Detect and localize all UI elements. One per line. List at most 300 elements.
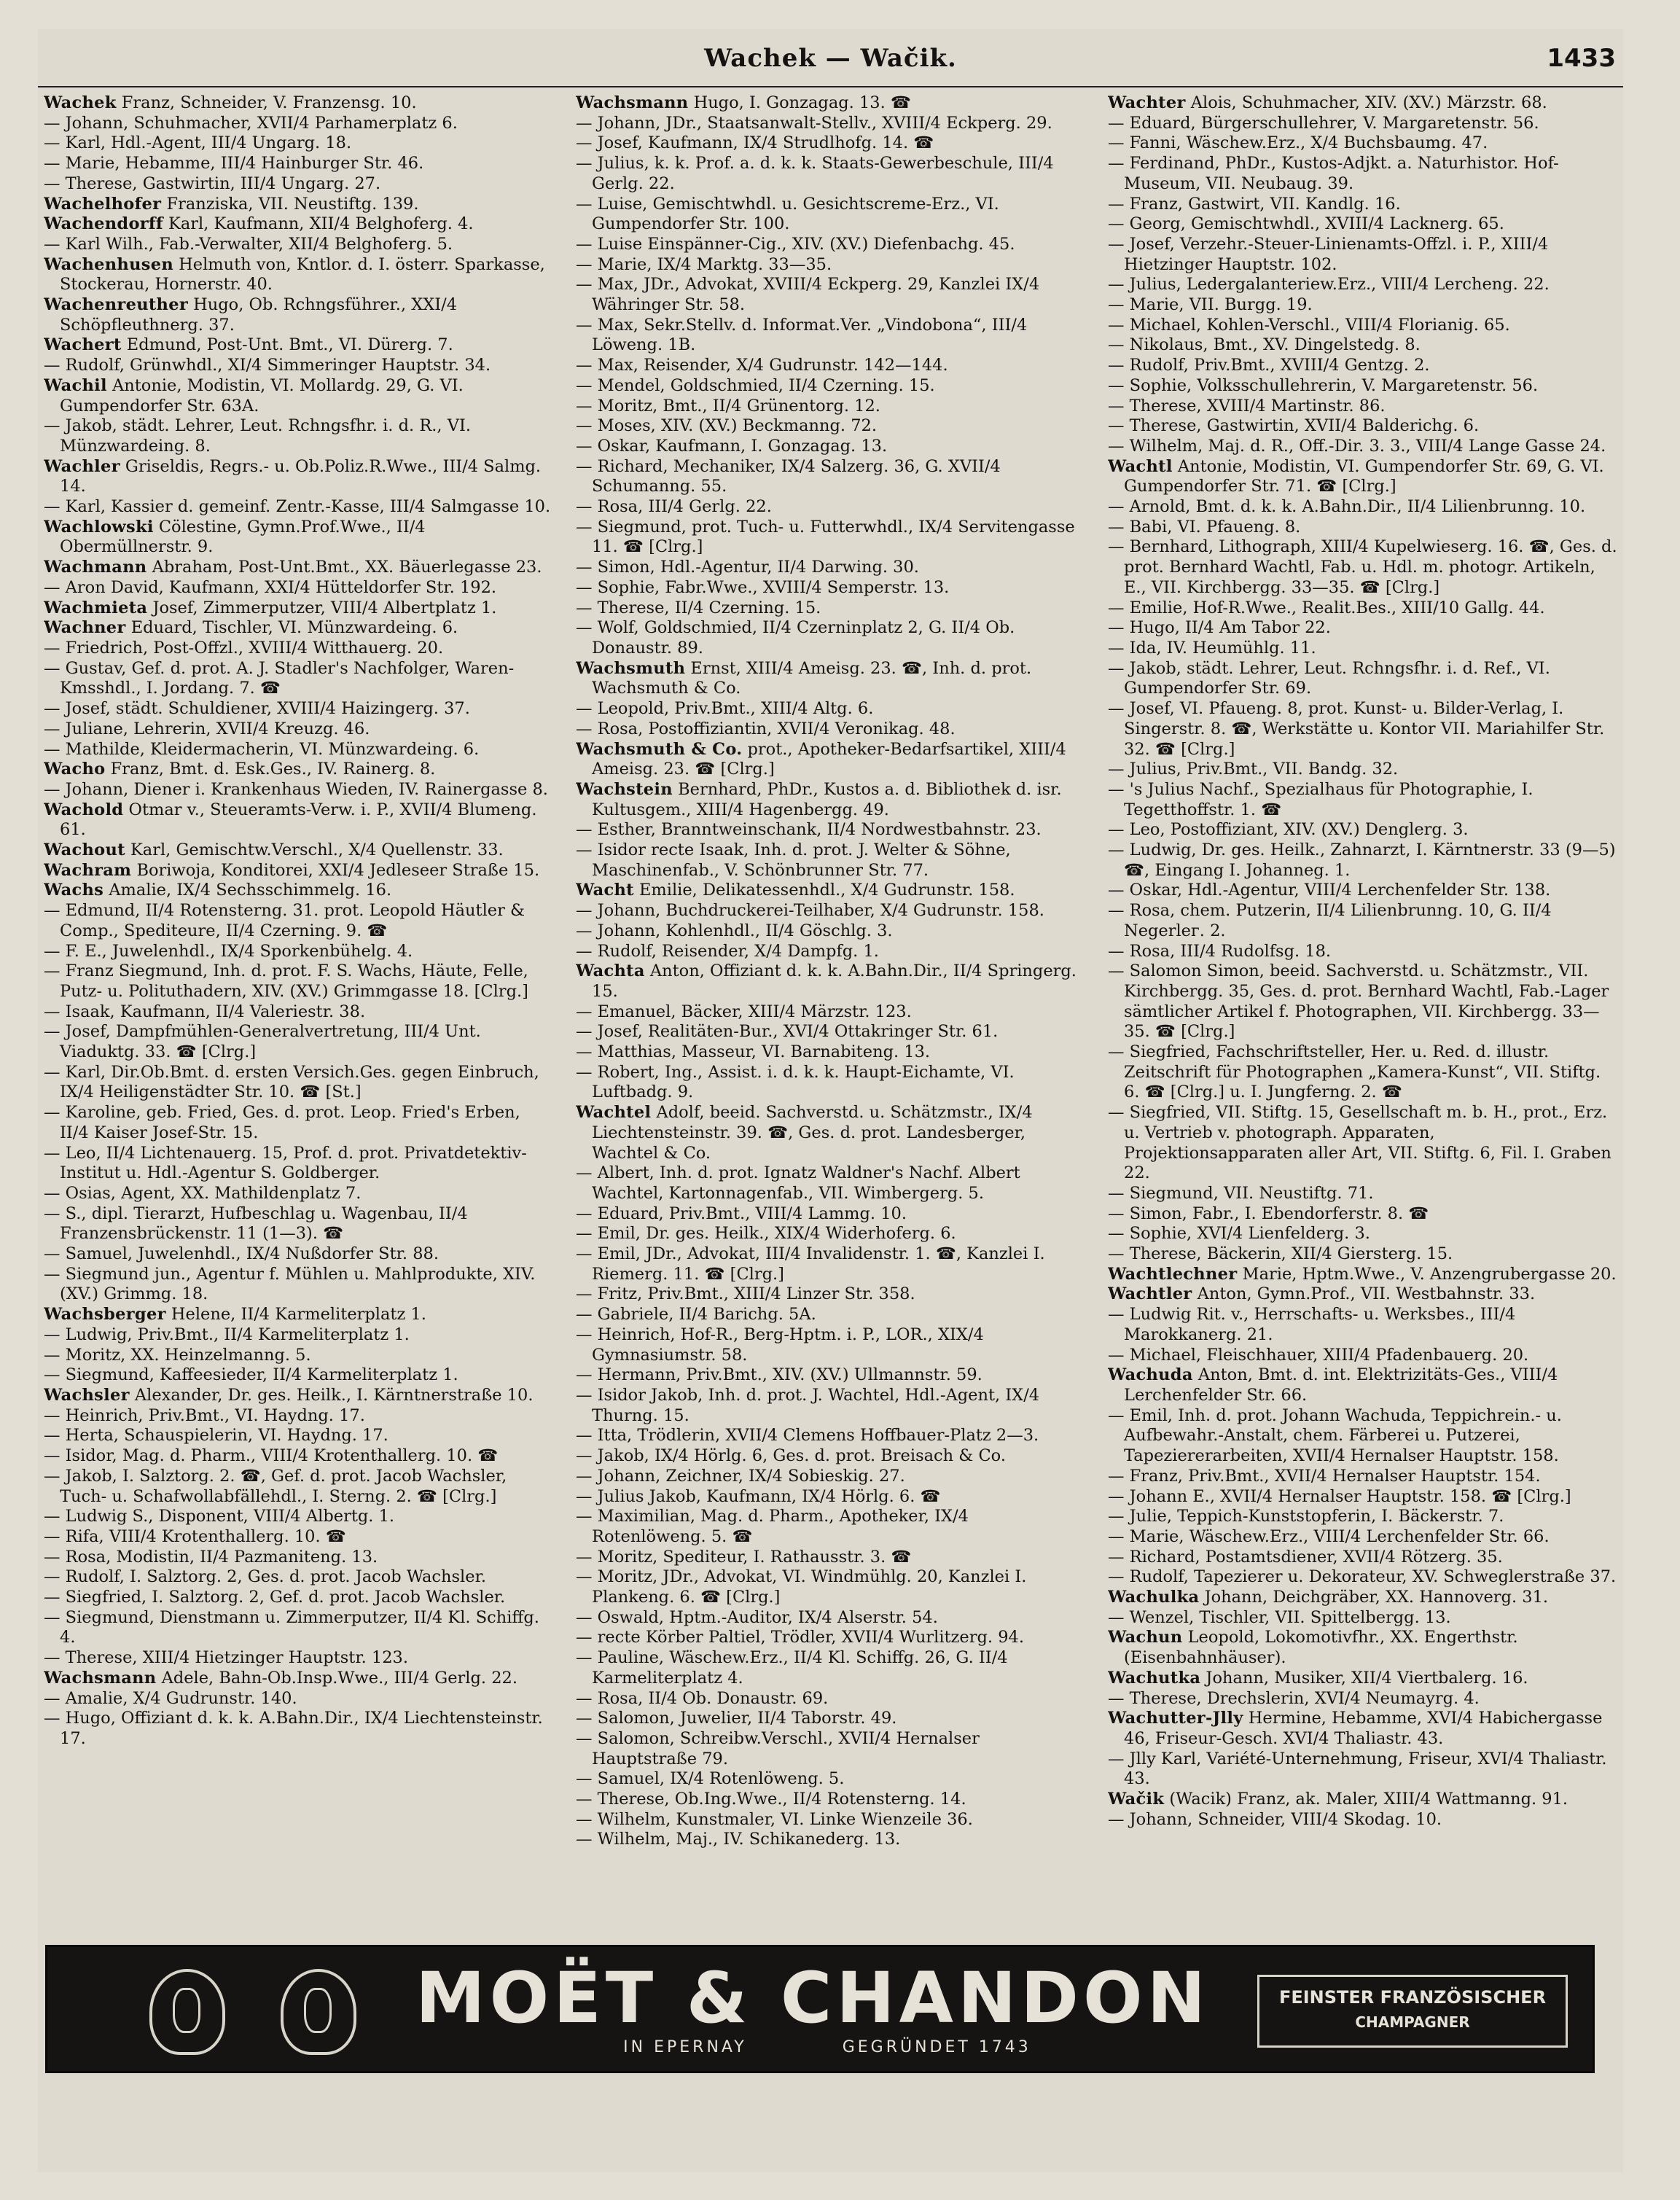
entry-surname: Wachsmuth & Co. bbox=[576, 739, 743, 759]
directory-entry bbox=[44, 1144, 554, 1184]
directory-entry bbox=[576, 598, 1086, 619]
entry-text: — Maximilian, Mag. d. Pharm., Apotheker, IX/4 Rotenlöweng. 5. ☎ bbox=[576, 1507, 969, 1546]
entry-text: Boriwoja, Konditorei, XXI/4 Jedleseer Straße 15. bbox=[131, 860, 540, 880]
directory-entry bbox=[576, 881, 1086, 901]
ad-tagline-2: CHAMPAGNER bbox=[1355, 2013, 1470, 2031]
directory-entry bbox=[1108, 881, 1618, 901]
entry-text: — Wolf, Goldschmied, II/4 Czerninplatz 2, G. II/4 Ob. Donaustr. 89. bbox=[576, 618, 1015, 658]
entry-text: Adolf, beeid. Sachverstd. u. Schätzmstr., IX/4 Liechtensteinstr. 39. ☎, Ges. d. prot. Landesberger, Wachtel & Co. bbox=[592, 1103, 1033, 1163]
entry-text: — Rosa, Modistin, II/4 Pazmaniteng. 13. bbox=[44, 1547, 378, 1567]
entry-text: — Julius Jakob, Kaufmann, IX/4 Hörlg. 6. ☎ bbox=[576, 1486, 941, 1506]
directory-entry bbox=[576, 356, 1086, 376]
entry-text: — Sophie, Volksschullehrerin, V. Margaretenstr. 56. bbox=[1108, 375, 1539, 395]
directory-entry bbox=[44, 719, 554, 740]
entry-text: — Ludwig S., Disponent, VIII/4 Albertg. 1. bbox=[44, 1507, 395, 1526]
ad-tagline-box bbox=[1257, 1975, 1568, 2048]
entry-text: Emilie, Delikatessenhdl., X/4 Gudrunstr. 158. bbox=[633, 881, 1015, 900]
entry-text: — Salomon, Juwelier, II/4 Taborstr. 49. bbox=[576, 1709, 897, 1728]
column-middle bbox=[576, 93, 1086, 1916]
directory-entry bbox=[44, 335, 554, 356]
directory-entry bbox=[44, 840, 554, 861]
directory-entry bbox=[44, 1265, 554, 1305]
directory-entry bbox=[44, 699, 554, 719]
entry-text: — Rudolf, Priv.Bmt., XVIII/4 Gentzg. 2. bbox=[1108, 356, 1430, 375]
entry-text: — Heinrich, Priv.Bmt., VI. Haydng. 17. bbox=[44, 1405, 365, 1425]
entry-text: — Ferdinand, PhDr., Kustos-Adjkt. a. Naturhistor. Hof-Museum, VII. Neubaug. 39. bbox=[1108, 154, 1559, 193]
directory-entry bbox=[44, 598, 554, 619]
entry-surname: Wachtl bbox=[1108, 456, 1173, 476]
header-rule bbox=[38, 86, 1623, 87]
directory-entry bbox=[1108, 1689, 1618, 1709]
directory-entry bbox=[44, 780, 554, 800]
entry-text: — Luise, Gemischtwhdl. u. Gesichtscreme-Erz., VI. Gumpendorfer Str. 100. bbox=[576, 194, 999, 234]
directory-entry bbox=[576, 618, 1086, 658]
directory-entry bbox=[44, 1103, 554, 1143]
entry-surname: Wachenhusen bbox=[44, 254, 173, 274]
directory-entry bbox=[576, 558, 1086, 578]
entry-text: — Simon, Fabr., I. Ebendorferstr. 8. ☎ bbox=[1108, 1204, 1429, 1223]
directory-entry bbox=[1108, 1184, 1618, 1204]
directory-entry bbox=[576, 518, 1086, 558]
entry-text: — Marie, Wäschew.Erz., VIII/4 Lerchenfelder Str. 66. bbox=[1108, 1526, 1550, 1546]
directory-entry bbox=[1108, 820, 1618, 840]
directory-entry bbox=[1108, 437, 1618, 457]
entry-text: — S., dipl. Tierarzt, Hufbeschlag u. Wagenbau, II/4 Franzensbrückenstr. 11 (1—3). ☎ bbox=[44, 1204, 468, 1244]
entry-text: — Bernhard, Lithograph, XIII/4 Kupelwieserg. 16. ☎, Ges. d. prot. Bernhard Wachtl, Fab. u. Hdl. m. photogr. Artikeln, E., VII. Kirchbergg. 33—35. ☎ [Clrg.] bbox=[1108, 537, 1617, 597]
directory-entry bbox=[1108, 1507, 1618, 1527]
entry-text: — Rosa, III/4 Gerlg. 22. bbox=[576, 497, 772, 517]
entry-text: — Oskar, Kaufmann, I. Gonzagag. 13. bbox=[576, 436, 888, 456]
directory-entry bbox=[44, 1346, 554, 1366]
eagle-crest-icon bbox=[281, 1969, 356, 2055]
entry-text: — Hermann, Priv.Bmt., XIV. (XV.) Ullmannstr. 59. bbox=[576, 1365, 982, 1385]
entry-text: Bernhard, PhDr., Kustos a. d. Bibliothek d. isr. Kultusgem., XIII/4 Hagenbergg. 49. bbox=[592, 779, 1062, 819]
entry-text: — Josef, Verzehr.-Steuer-Linienamts-Offzl. i. P., XIII/4 Hietzinger Hauptstr. 102. bbox=[1108, 234, 1549, 274]
entry-text: — Rudolf, I. Salztorg. 2, Ges. d. prot. Jacob Wachsler. bbox=[44, 1567, 487, 1587]
directory-entry bbox=[1108, 335, 1618, 356]
entry-text: — Isidor Jakob, Inh. d. prot. J. Wachtel, Hdl.-Agent, IX/4 Thurng. 15. bbox=[576, 1386, 1040, 1425]
entry-text: — Emanuel, Bäcker, XIII/4 Märzstr. 123. bbox=[576, 1002, 912, 1021]
entry-text: — Aron David, Kaufmann, XXI/4 Hütteldorfer Str. 192. bbox=[44, 577, 497, 597]
directory-entry bbox=[576, 780, 1086, 820]
entry-text: — Juliane, Lehrerin, XVII/4 Kreuzg. 46. bbox=[44, 719, 370, 738]
directory-entry bbox=[1108, 114, 1618, 134]
entry-text: Karl, Kaufmann, XII/4 Belghoferg. 4. bbox=[163, 214, 474, 234]
entry-text: — Babi, VI. Pfaueng. 8. bbox=[1108, 517, 1301, 537]
entry-text: — Sophie, XVI/4 Lienfelderg. 3. bbox=[1108, 1224, 1370, 1244]
directory-entry bbox=[44, 1022, 554, 1062]
directory-entry bbox=[1108, 133, 1618, 154]
directory-entry bbox=[44, 558, 554, 578]
directory-entry bbox=[576, 235, 1086, 255]
entry-text: Otmar v., Steueramts-Verw. i. P., XVII/4 Blumeng. 61. bbox=[60, 800, 537, 840]
entry-text: — recte Körber Paltiel, Trödler, XVII/4 Wurlitzerg. 94. bbox=[576, 1628, 1024, 1647]
directory-entry bbox=[576, 1386, 1086, 1426]
directory-entry bbox=[44, 1507, 554, 1527]
directory-entry bbox=[44, 1063, 554, 1103]
entry-text: Franz, Schneider, V. Franzensg. 10. bbox=[116, 93, 417, 112]
directory-entry bbox=[576, 961, 1086, 1002]
entry-text: — Emil, Dr. ges. Heilk., XIX/4 Widerhoferg. 6. bbox=[576, 1224, 956, 1244]
directory-entry bbox=[1108, 1042, 1618, 1103]
entry-text: — Rudolf, Tapezierer u. Dekorateur, XV. Schweglerstraße 37. bbox=[1108, 1567, 1617, 1587]
directory-entry bbox=[576, 1769, 1086, 1790]
entry-text: Amalie, IX/4 Sechsschimmelg. 16. bbox=[103, 881, 392, 900]
directory-entry bbox=[576, 376, 1086, 397]
entry-text: — Gustav, Gef. d. prot. A. J. Stadler's Nachfolger, Waren-Kmsshdl., I. Jordang. 7. ☎ bbox=[44, 658, 515, 698]
entry-text: — Wilhelm, Maj., IV. Schikanederg. 13. bbox=[576, 1830, 901, 1849]
entry-text: — Siegmund, Kaffeesieder, II/4 Karmeliterplatz 1. bbox=[44, 1365, 458, 1385]
directory-entry bbox=[44, 174, 554, 195]
entry-text: — Albert, Inh. d. prot. Ignatz Waldner's Nachf. Albert Wachtel, Kartonnagenfab., VII. Wimbergerg. 5. bbox=[576, 1163, 1020, 1203]
column-right bbox=[1108, 93, 1618, 1916]
entry-surname: Wachsmuth bbox=[576, 658, 686, 678]
entry-text: Antonie, Modistin, VI. Gumpendorfer Str. 69, G. VI. Gumpendorfer Str. 71. ☎ [Clrg.] bbox=[1124, 456, 1604, 496]
entry-surname: Wachram bbox=[44, 860, 132, 880]
directory-entry bbox=[44, 1669, 554, 1689]
directory-entry bbox=[44, 1567, 554, 1588]
entry-surname: Wachsmann bbox=[44, 1668, 157, 1688]
entry-text: — F. E., Juwelenhdl., IX/4 Sporkenbühelg. 4. bbox=[44, 941, 413, 961]
directory-entry bbox=[576, 1426, 1086, 1446]
directory-entry bbox=[1108, 598, 1618, 619]
directory-entry bbox=[44, 416, 554, 456]
directory-entry bbox=[576, 93, 1086, 114]
directory-page bbox=[38, 29, 1623, 2172]
directory-entry bbox=[1108, 1204, 1618, 1225]
directory-entry bbox=[44, 1689, 554, 1709]
directory-entry bbox=[44, 1608, 554, 1648]
entry-surname: Wachold bbox=[44, 800, 124, 819]
ad-founded: GEGRÜNDET 1743 bbox=[842, 2038, 1031, 2056]
directory-entry bbox=[1108, 1305, 1618, 1345]
entry-text: — Hugo, Offiziant d. k. k. A.Bahn.Dir., IX/4 Liechtensteinstr. 17. bbox=[44, 1709, 543, 1748]
entry-text: — Johann, Schuhmacher, XVII/4 Parhamerplatz 6. bbox=[44, 113, 458, 133]
crest-icon bbox=[149, 1969, 225, 2055]
entry-text: — Josef, Kaufmann, IX/4 Strudlhofg. 14. ☎ bbox=[576, 133, 934, 153]
directory-entry bbox=[1108, 901, 1618, 941]
entry-text: — Wenzel, Tischler, VII. Spittelbergg. 13. bbox=[1108, 1607, 1451, 1627]
directory-entry bbox=[1108, 537, 1618, 598]
moet-chandon-advertisement bbox=[45, 1945, 1595, 2073]
entry-text: — Siegfried, I. Salztorg. 2, Gef. d. prot. Jacob Wachsler. bbox=[44, 1588, 506, 1607]
directory-entry bbox=[1108, 376, 1618, 397]
directory-entry bbox=[576, 255, 1086, 276]
directory-entry bbox=[1108, 1487, 1618, 1507]
entry-text: — Max, Reisender, X/4 Gudrunstr. 142—144. bbox=[576, 356, 948, 375]
entry-text: Anton, Offiziant d. k. k. A.Bahn.Dir., II/4 Springerg. 15. bbox=[592, 961, 1077, 1001]
page-header bbox=[38, 44, 1623, 80]
directory-entry bbox=[44, 800, 554, 840]
entry-text: — Josef, Dampfmühlen-Generalvertretung, III/4 Unt. Viaduktg. 33. ☎ [Clrg.] bbox=[44, 1022, 481, 1062]
directory-entry bbox=[576, 1446, 1086, 1467]
entry-text: — Salomon Simon, beeid. Sachverstd. u. Schätzmstr., VII. Kirchbergg. 35, Ges. d. prot. Bernhard Wachtl, Fab.-Lager sämtlicher Artikel f. Photographen, VII. Kirchbergg. 33—35. ☎ [Clrg.] bbox=[1108, 961, 1609, 1042]
entry-text: — Hugo, II/4 Am Tabor 22. bbox=[1108, 618, 1331, 638]
entry-text: — Josef, städt. Schuldiener, XVIII/4 Haizingerg. 37. bbox=[44, 699, 470, 719]
directory-entry bbox=[1108, 942, 1618, 962]
directory-entry bbox=[576, 1548, 1086, 1568]
entry-text: — Eduard, Bürgerschullehrer, V. Margaretenstr. 56. bbox=[1108, 113, 1539, 133]
directory-entry bbox=[44, 1527, 554, 1548]
column-left bbox=[44, 93, 554, 1916]
directory-entry bbox=[1108, 639, 1618, 659]
entry-surname: Wacht bbox=[576, 881, 634, 900]
entry-text: — Johann, JDr., Staatsanwalt-Stellv., XVIII/4 Eckperg. 29. bbox=[576, 113, 1052, 133]
directory-entry bbox=[576, 1628, 1086, 1648]
entry-text: Helene, II/4 Karmeliterplatz 1. bbox=[165, 1305, 426, 1325]
entry-text: Franziska, VII. Neustiftg. 139. bbox=[161, 194, 419, 214]
directory-entry bbox=[1108, 235, 1618, 275]
entry-text: Griseldis, Regrs.- u. Ob.Poliz.R.Wwe., III/4 Salmg. 14. bbox=[60, 456, 542, 496]
entry-surname: Wachek bbox=[44, 93, 117, 112]
entry-text: — Franz, Gastwirt, VII. Kandlg. 16. bbox=[1108, 194, 1401, 214]
entry-text: Anton, Bmt. d. int. Elektrizitäts-Ges., VIII/4 Lerchenfelder Str. 66. bbox=[1124, 1365, 1558, 1405]
directory-entry bbox=[44, 1406, 554, 1427]
directory-entry bbox=[1108, 1588, 1618, 1608]
directory-entry bbox=[1108, 961, 1618, 1042]
entry-text: Ernst, XIII/4 Ameisg. 23. ☎, Inh. d. prot. Wachsmuth & Co. bbox=[592, 658, 1032, 698]
entry-text: — Siegfried, VII. Stiftg. 15, Gesellschaft m. b. H., prot., Erz. u. Vertrieb v. photograph. Apparaten, Projektionsapparaten aller Art, VII. Stiftg. 6, Fil. I. Graben 22. bbox=[1108, 1103, 1611, 1183]
entry-surname: Wačik bbox=[1108, 1790, 1165, 1809]
entry-text: — Isaak, Kaufmann, II/4 Valeriestr. 38. bbox=[44, 1002, 366, 1021]
entry-text: — Ida, IV. Heumühlg. 11. bbox=[1108, 638, 1316, 658]
entry-surname: Wachstein bbox=[576, 779, 673, 799]
directory-entry bbox=[1108, 1709, 1618, 1749]
entry-text: — Arnold, Bmt. d. k. k. A.Bahn.Dir., II/4 Lilienbrunng. 10. bbox=[1108, 497, 1586, 517]
entry-text: — Julius, k. k. Prof. a. d. k. k. Staats-Gewerbeschule, III/4 Gerlg. 22. bbox=[576, 154, 1054, 193]
directory-entry bbox=[576, 1709, 1086, 1729]
directory-entry bbox=[1108, 1548, 1618, 1568]
directory-entry bbox=[44, 295, 554, 335]
entry-text: — Rosa, chem. Putzerin, II/4 Lilienbrunng. 10, G. II/4 Negerlег. 2. bbox=[1108, 901, 1552, 940]
directory-entry bbox=[576, 1305, 1086, 1325]
directory-entry bbox=[1108, 295, 1618, 316]
entry-text: — Ludwig, Priv.Bmt., II/4 Karmeliterplatz 1. bbox=[44, 1325, 410, 1344]
directory-entry bbox=[576, 740, 1086, 780]
directory-entry bbox=[576, 1063, 1086, 1103]
entry-text: — Jlly Karl, Variété-Unternehmung, Friseur, XVI/4 Thaliastr. 43. bbox=[1108, 1749, 1607, 1789]
entry-text: — Julius, Ledergalanteriew.Erz., VIII/4 Lercheng. 22. bbox=[1108, 275, 1550, 294]
directory-entry bbox=[576, 659, 1086, 699]
directory-entry bbox=[1108, 1244, 1618, 1265]
entry-text: — Robert, Ing., Assist. i. d. k. k. Haupt-Eichamte, VI. Luftbadg. 9. bbox=[576, 1062, 1015, 1102]
directory-entry bbox=[1108, 1750, 1618, 1790]
directory-entry bbox=[44, 356, 554, 376]
directory-entry bbox=[1108, 316, 1618, 336]
directory-entry bbox=[44, 1365, 554, 1386]
entry-text: — Wilhelm, Kunstmaler, VI. Linke Wienzeile 36. bbox=[576, 1809, 973, 1829]
ad-subline bbox=[441, 2038, 1214, 2056]
entry-text: — Siegmund jun., Agentur f. Mühlen u. Mahlprodukte, XIV. (XV.) Grimmg. 18. bbox=[44, 1264, 536, 1304]
directory-entry bbox=[44, 861, 554, 881]
entry-text: Franz, Bmt. d. Esk.Ges., IV. Rainerg. 8. bbox=[105, 760, 436, 779]
directory-entry bbox=[576, 497, 1086, 518]
ad-brand: MOËT & CHANDON bbox=[415, 1957, 1210, 2039]
entry-text: Josef, Zimmerputzer, VIII/4 Albertplatz 1. bbox=[147, 598, 497, 617]
entry-text: — Mendel, Goldschmied, II/4 Czerning. 15. bbox=[576, 375, 935, 395]
entry-text: — Matthias, Masseur, VI. Barnabiteng. 13. bbox=[576, 1042, 931, 1062]
entry-surname: Wachenreuther bbox=[44, 295, 188, 315]
directory-entry bbox=[576, 1224, 1086, 1244]
directory-entry bbox=[1108, 1103, 1618, 1184]
entry-text: Hugo, I. Gonzagag. 13. ☎ bbox=[688, 93, 911, 112]
entry-surname: Wachun bbox=[1108, 1628, 1183, 1647]
directory-entry bbox=[1108, 1628, 1618, 1668]
entry-text: — Osias, Agent, XX. Mathildenplatz 7. bbox=[44, 1183, 362, 1203]
entry-text: — Johann, Diener i. Krankenhaus Wieden, IV. Rainergasse 8. bbox=[44, 779, 548, 799]
entry-text: — Isidor recte Isaak, Inh. d. prot. J. Welter & Söhne, Maschinenfab., V. Schönbrunner Str. 77. bbox=[576, 840, 1011, 880]
entry-text: — Ludwig Rit. v., Herrschafts- u. Werksbes., III/4 Marokkanerg. 21. bbox=[1108, 1305, 1516, 1344]
directory-entry bbox=[44, 578, 554, 598]
directory-entry bbox=[1108, 356, 1618, 376]
entry-text: — Therese, Ob.Ing.Wwe., II/4 Rotensterng. 14. bbox=[576, 1790, 966, 1809]
entry-text: — Siegmund, Dienstmann u. Zimmerputzer, II/4 Kl. Schiffg. 4. bbox=[44, 1607, 539, 1647]
entry-text: — Max, JDr., Advokat, XVIII/4 Eckperg. 29, Kanzlei IX/4 Währinger Str. 58. bbox=[576, 275, 1040, 315]
directory-entry bbox=[576, 699, 1086, 719]
entry-surname: Wachtlechner bbox=[1108, 1264, 1238, 1284]
directory-entry bbox=[44, 255, 554, 295]
directory-entry bbox=[44, 457, 554, 497]
entry-surname: Wachtel bbox=[576, 1103, 652, 1123]
directory-entry bbox=[44, 235, 554, 255]
entry-text: — Richard, Postamtsdiener, XVII/4 Rötzerg. 35. bbox=[1108, 1547, 1503, 1567]
directory-entry bbox=[44, 497, 554, 518]
entry-text: — Marie, IX/4 Marktg. 33—35. bbox=[576, 254, 832, 274]
entry-text: — Esther, Branntweinschank, II/4 Nordwestbahnstr. 23. bbox=[576, 820, 1042, 840]
entry-text: prot., Apotheker-Bedarfsartikel, XIII/4 Ameisg. 23. ☎ [Clrg.] bbox=[592, 739, 1066, 779]
directory-entry bbox=[44, 93, 554, 114]
directory-entry bbox=[44, 1588, 554, 1608]
directory-entry bbox=[1108, 1608, 1618, 1628]
entry-text: Eduard, Tischler, VI. Münzwardeing. 6. bbox=[125, 618, 458, 638]
directory-entry bbox=[44, 961, 554, 1002]
entry-text: — Moritz, Spediteur, I. Rathausstr. 3. ☎ bbox=[576, 1547, 912, 1567]
directory-entry bbox=[576, 437, 1086, 457]
directory-entry bbox=[1108, 1406, 1618, 1467]
directory-entry bbox=[576, 397, 1086, 417]
directory-entry bbox=[576, 275, 1086, 315]
entry-text: — Rifa, VIII/4 Krotenthallerg. 10. ☎ bbox=[44, 1526, 346, 1546]
directory-entry bbox=[44, 1648, 554, 1669]
page-title: Wachek — Wačik. bbox=[704, 44, 957, 73]
entry-surname: Wachutter-Jlly bbox=[1108, 1709, 1243, 1728]
entry-surname: Wachta bbox=[576, 961, 645, 981]
entry-text: — Franz Siegmund, Inh. d. prot. F. S. Wachs, Häute, Felle, Putz- u. Polituthadern, XIV. (XV.) Grimmgasse 18. [Clrg.] bbox=[44, 961, 528, 1001]
ad-location: IN EPERNAY bbox=[623, 2038, 747, 2056]
directory-entry bbox=[1108, 416, 1618, 437]
entry-text: — Emilie, Hof-R.Wwe., Realit.Bes., XIII/10 Gallg. 44. bbox=[1108, 598, 1545, 617]
entry-text: Edmund, Post-Unt. Bmt., VI. Dürerg. 7. bbox=[121, 335, 453, 355]
entry-text: — Therese, Gastwirtin, III/4 Ungarg. 27. bbox=[44, 173, 381, 193]
entry-text: — Johann, Buchdruckerei-Teilhaber, X/4 Gudrunstr. 158. bbox=[576, 901, 1044, 921]
directory-entry bbox=[576, 719, 1086, 740]
entry-surname: Wachmann bbox=[44, 558, 147, 577]
directory-entry bbox=[576, 1284, 1086, 1305]
directory-entry bbox=[1108, 659, 1618, 699]
directory-entry bbox=[576, 1042, 1086, 1063]
entry-text: — Marie, Hebamme, III/4 Hainburger Str. 46. bbox=[44, 154, 424, 173]
directory-entry bbox=[44, 740, 554, 760]
entry-text: Johann, Deichgräber, XX. Hannoverg. 31. bbox=[1199, 1588, 1549, 1607]
entry-text: — 's Julius Nachf., Spezialhaus für Photographie, I. Tegetthoffstr. 1. ☎ bbox=[1108, 779, 1534, 819]
entry-text: Alois, Schuhmacher, XIV. (XV.) Märzstr. 68. bbox=[1185, 93, 1547, 112]
entry-text: — Josef, VI. Pfaueng. 8, prot. Kunst- u. Bilder-Verlag, I. Singerstr. 8. ☎, Werkstätte u. Kontor VII. Mariahilfer Str. 32. ☎ [Clrg.] bbox=[1108, 699, 1605, 759]
entry-text: — Fritz, Priv.Bmt., XIII/4 Linzer Str. 358. bbox=[576, 1284, 915, 1304]
directory-entry bbox=[576, 114, 1086, 134]
entry-text: Adele, Bahn-Ob.Insp.Wwe., III/4 Gerlg. 22. bbox=[156, 1668, 517, 1688]
entry-surname: Wachs bbox=[44, 881, 104, 900]
entry-text: — Amalie, X/4 Gudrunstr. 140. bbox=[44, 1688, 297, 1708]
entry-text: — Eduard, Priv.Bmt., VIII/4 Lammg. 10. bbox=[576, 1204, 907, 1223]
entry-text: — Emil, Inh. d. prot. Johann Wachuda, Teppichrein.- u. Aufbewahr.-Anstalt, chem. Färberei u. Putzerei, Tapeziererarbeiten, XVII/4 Hernalser Hauptstr. 158. bbox=[1108, 1405, 1562, 1466]
entry-text: — Julie, Teppich-Kunststopferin, I. Bäckerstr. 7. bbox=[1108, 1507, 1504, 1526]
entry-text: — Therese, XIII/4 Hietzinger Hauptstr. 123. bbox=[44, 1648, 409, 1668]
directory-entry bbox=[576, 195, 1086, 235]
entry-surname: Wachler bbox=[44, 456, 120, 476]
entry-text: — Franz, Priv.Bmt., XVII/4 Hernalser Hauptstr. 154. bbox=[1108, 1466, 1541, 1486]
entry-text: Antonie, Modistin, VI. Mollardg. 29, G. VI. Gumpendorfer Str. 63A. bbox=[60, 375, 464, 416]
entry-surname: Wachil bbox=[44, 375, 107, 395]
directory-entry bbox=[1108, 1790, 1618, 1810]
entry-surname: Wachert bbox=[44, 335, 122, 355]
directory-entry bbox=[576, 1608, 1086, 1628]
entry-text: — Karl, Dir.Ob.Bmt. d. ersten Versich.Ges. gegen Einbruch, IX/4 Heiligenstädter Str. 10. ☎ [St.] bbox=[44, 1062, 539, 1102]
directory-entry bbox=[576, 1729, 1086, 1769]
directory-entry bbox=[576, 133, 1086, 154]
entry-text: — Moritz, XX. Heinzelmanng. 5. bbox=[44, 1345, 311, 1365]
entry-surname: Wachner bbox=[44, 618, 126, 638]
directory-entry bbox=[1108, 1224, 1618, 1244]
directory-entry bbox=[1108, 1265, 1618, 1285]
directory-entry bbox=[44, 1244, 554, 1265]
directory-entry bbox=[1108, 1527, 1618, 1548]
entry-text: Anton, Gymn.Prof., VII. Westbahnstr. 33. bbox=[1192, 1284, 1536, 1304]
entry-text: — Karoline, geb. Fried, Ges. d. prot. Leop. Fried's Erben, II/4 Kaiser Josef-Str. 15. bbox=[44, 1103, 520, 1142]
directory-entry bbox=[576, 1325, 1086, 1365]
directory-entry bbox=[1108, 618, 1618, 639]
directory-entry bbox=[1108, 93, 1618, 114]
directory-entry bbox=[1108, 760, 1618, 780]
directory-entry bbox=[576, 1204, 1086, 1225]
directory-entry bbox=[1108, 699, 1618, 760]
entry-text: Karl, Gemischtw.Verschl., X/4 Quellenstr. 33. bbox=[125, 840, 504, 860]
directory-entry bbox=[44, 1426, 554, 1446]
entry-surname: Wachulka bbox=[1108, 1588, 1200, 1607]
directory-entry bbox=[44, 518, 554, 558]
directory-entry bbox=[576, 1689, 1086, 1709]
directory-entry bbox=[44, 1446, 554, 1467]
directory-entry bbox=[576, 901, 1086, 921]
entry-text: — Emil, JDr., Advokat, III/4 Invalidenstr. 1. ☎, Kanzlei I. Riemerg. 11. ☎ [Clrg.] bbox=[576, 1244, 1045, 1284]
entry-text: — Karl Wilh., Fab.-Verwalter, XII/4 Belghoferg. 5. bbox=[44, 234, 453, 254]
directory-entry bbox=[44, 901, 554, 941]
directory-entry bbox=[576, 1567, 1086, 1607]
entry-text: — Leo, II/4 Lichtenauerg. 15, Prof. d. prot. Privatdetektiv-Institut u. Hdl.-Agentur S. Goldberger. bbox=[44, 1143, 527, 1183]
entry-text: — Itta, Trödlerin, XVII/4 Clemens Hoffbauer-Platz 2—3. bbox=[576, 1426, 1039, 1446]
directory-entry bbox=[1108, 518, 1618, 538]
directory-entry bbox=[576, 1810, 1086, 1830]
directory-entry bbox=[1108, 275, 1618, 295]
directory-entry bbox=[576, 316, 1086, 356]
entry-text: Abraham, Post-Unt.Bmt., XX. Bäuerlegasse 23. bbox=[146, 558, 542, 577]
directory-entry bbox=[1108, 1810, 1618, 1830]
entry-text: Hermine, Hebamme, XVI/4 Habichergasse 46, Friseur-Gesch. XVI/4 Thaliastr. 43. bbox=[1124, 1709, 1603, 1748]
entry-text: — Jakob, städt. Lehrer, Leut. Rchngsfhr. i. d. Ref., VI. Gumpendorfer Str. 69. bbox=[1108, 658, 1550, 698]
entry-text: — Wilhelm, Maj. d. R., Off.-Dir. 3. 3., VIII/4 Lange Gasse 24. bbox=[1108, 436, 1606, 456]
directory-entry bbox=[44, 114, 554, 134]
directory-entry bbox=[1108, 1669, 1618, 1689]
entry-text: — Siegmund, prot. Tuch- u. Futterwhdl., IX/4 Servitengasse 11. ☎ [Clrg.] bbox=[576, 517, 1075, 557]
